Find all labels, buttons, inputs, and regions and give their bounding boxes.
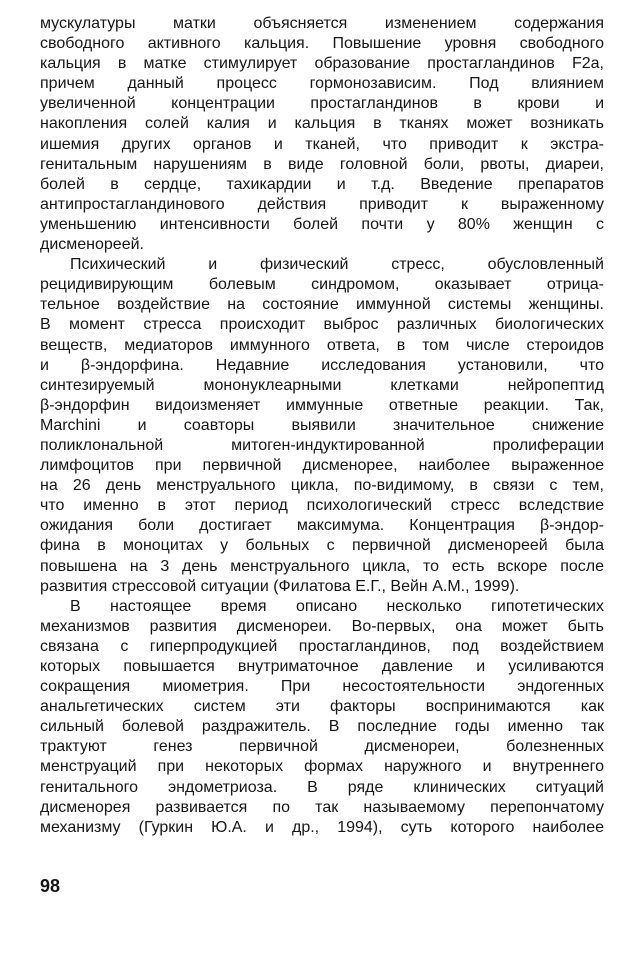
text-line: и β-эндорфина. Недавние исследования установили, что [40,356,604,374]
text-line: дисменореей. [40,236,144,254]
text-line: генитальным нарушениям в виде головной боли, рвоты, диареи, [40,155,604,173]
text-line: развития стрессовой ситуации (Филатова Е.Г., Вейн А.М., 1999). [40,577,520,595]
text-line: ишемия других органов и тканей, что приводит к экстра- [40,135,604,153]
text-line: свободного активного кальция. Повышение уровня свободного [40,35,604,53]
text-line: лимфоцитов при первичной дисменорее, наиболее выраженное [40,457,604,475]
text-line: генитального эндометриоза. В ряде клинических ситуаций [40,778,604,796]
text-line: менструаций при некоторых формах наружного и внутреннего [40,758,604,776]
text-line: β-эндорфин видоизменяет иммунные ответные реакции. Так, [40,396,604,414]
page-number: 98 [40,876,61,896]
text-line: увеличенной концентрации простагландинов в крови и [40,95,604,113]
text-line: которых повышается внутриматочное давление и усиливаются [40,658,604,675]
text-line: трактуют генез первичной дисменореи, болезненных [40,738,604,756]
paragraph-1 [40,14,604,255]
text-line: механизму (Гуркин Ю.А. и др., 1994), суть которого наиболее [40,818,604,836]
text-line: Marchini и соавторы выявили значительное снижение [40,416,604,434]
text-line: связана с гиперпродукцией простагландинов, под воздействием [40,637,604,655]
text-line: Психический и физический стресс, обусловленный [70,256,604,274]
text-line: уменьшению интенсивности болей почти у 80% женщин с [40,215,604,233]
text-line: тельное воздействие на состояние иммунной системы женщины. [40,296,604,314]
text-line: повышена на 3 день менструального цикла, то есть вскоре после [40,557,604,575]
text-line: на 26 день менструального цикла, по-видимому, в связи с тем, [40,477,604,495]
text-line: причем данный процесс гормонозависим. Под влиянием [40,75,604,93]
text-line: сокращения миометрия. При несостоятельности эндогенных [40,678,604,696]
text-line: антипростагландинового действия приводит к выраженному [40,195,604,213]
text-line: В настоящее время описано несколько гипотетических [70,597,604,615]
paragraph-3 [40,597,604,838]
text-line: сильный болевой раздражитель. В последние годы именно так [40,718,604,736]
text-line: анальгетических систем эти факторы воспринимаются как [40,698,604,716]
text-line: ожидания боли достигает максимума. Концентрация β-эндор- [40,517,604,535]
text-line: мускулатуры матки объясняется изменением содержания [40,15,604,32]
text-line: фина в моноцитах у больных с первичной дисменореей была [40,537,604,555]
text-line: поликлональной митоген-индуктированной пролиферации [40,436,604,454]
text-line: накопления солей калия и кальция в тканях может возникать [40,115,604,133]
text-line: веществ, медиаторов иммунного ответа, в том числе стероидов [40,336,604,354]
text-line: болей в сердце, тахикардии и т.д. Введение препаратов [40,175,604,193]
text-line: дисменорея развивается по так называемому перепончатому [40,798,604,816]
page-body [40,14,604,838]
text-line: что именно в этот период психологический стресс вследствие [40,497,604,515]
text-line: синтезируемый мононуклеарными клетками нейропептид [40,376,604,394]
text-line: рецидивирующим болевым синдромом, оказывает отрица- [40,276,604,294]
text-line: кальция в матке стимулирует образование простагландинов F2a, [40,55,604,73]
text-line: механизмов развития дисменореи. Во-первых, она может быть [40,617,604,635]
paragraph-2 [40,255,604,597]
text-line: В момент стресса происходит выброс различных биологических [40,316,604,334]
